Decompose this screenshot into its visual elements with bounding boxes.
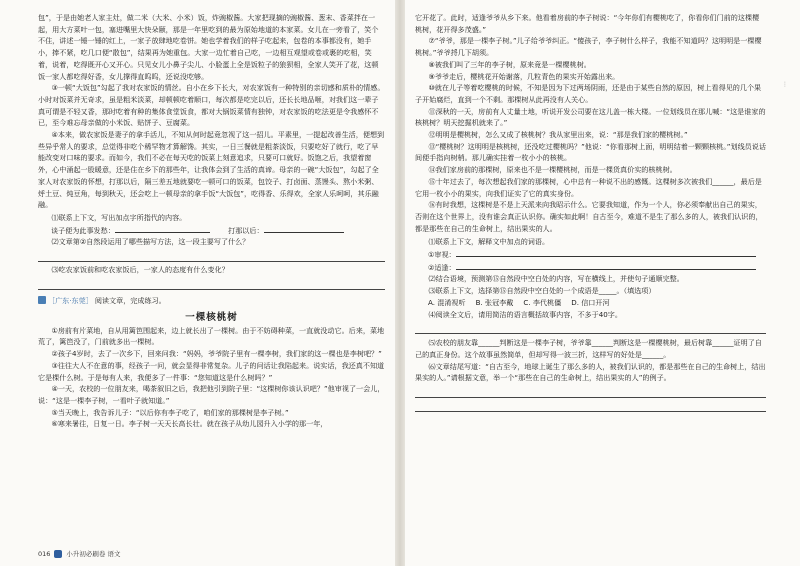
option-c[interactable]: C. 李代桃僵 <box>523 297 562 307</box>
q1-b-label: 打那以后： <box>228 225 264 235</box>
q3-options <box>415 297 766 309</box>
paragraph: 包”，于是由她老人家主灶，做二米（大米、小米）饭，炸豌椒酱。大家把现摘的豌椒酱、葱末、香菜拌在一起，用大方菜叶一包，塞进嘴里大快朵颐，那是一年里吃到的最为原始地道的本家菜。女儿在一旁看了，笑个不住，讲述一锤一锤的红上，一家子放肆地吃卷饼。她也学着我们的样子吃起来，包卷的本事都没有，她手小，捧不紧，吃几口便“散包”，结果再为她重包。大家一边忙着自己吃，一边相互观望或卷或裹的吃相，笑着，说着，吃得既开心又开心。只见女儿小鼻子尖儿、小脸蛋上全是饭粒子的狼狈相，全家人笑开了花，这顿饭一家人都吃得好香，女儿撑得直呜呜，还说没吃够。 <box>38 13 379 81</box>
option-d[interactable]: D. 信口开河 <box>571 297 610 307</box>
option-b[interactable]: B. 张冠李戴 <box>475 297 514 307</box>
paragraph: ⑤当天晚上，我告诉儿子：“以后你有李子吃了，咱们家的那棵树是李子树。” <box>51 407 289 417</box>
question-2: ⑵结合语境，预测第⑮自然段中空白处的内容，写在横线上，并使句子通顺完整。 <box>428 274 684 284</box>
paragraph: ⑥寒来暑往，日复一日。李子树一天天长高长壮。就在孩子从幼儿园升入小学的那一年， <box>51 419 328 429</box>
question-1: ⑴联系上下文，写出加点字所指代的内容。 <box>51 212 187 222</box>
section-tag <box>38 295 385 306</box>
question-2: ⑵文章第②自然段运用了哪些描写方法，这一段主要写了什么？ <box>51 237 250 247</box>
q1-b-label: ②适逢： <box>428 262 456 272</box>
paragraph: ⑮十年过去了，每次想起我们家的那棵树，心中总有一种说不出的感慨。这棵树多次被我们______，最后是它用一枚小小的果实，向我们证实了它的真实身份。 <box>415 176 762 198</box>
page-footer <box>38 549 121 558</box>
paragraph: ⑭我们家房前的那棵树，原来也不是一棵樱桃树，而是一棵货真价实的核桃树。 <box>428 165 677 175</box>
paragraph: ⑫明明是樱桃树，怎么又成了核桃树？我从家里出来，说：“那是我们家的樱桃树。” <box>428 130 688 140</box>
section-source: ［广东·东莞］ <box>48 295 93 305</box>
paragraph: ④一天，农校的一位朋友来，喝茶叙旧之后，我把他引到院子里：“这棵树你该认识吧？”他审视了一会儿，说：“这是一棵李子树，一看叶子就知道。” <box>38 384 385 405</box>
paragraph: 它开花了。此时，适逢爷爷从乡下来。他看着房前的李子树说：“今年你们有樱桃吃了，你看你们门前的这棵樱桃树，花开得多茂盛。” <box>415 13 760 34</box>
question-1-answer-line <box>38 224 385 237</box>
paragraph: ⑩就在儿子等着吃樱桃的时候，不知是因为下过两场阴雨，还是由于某些自然的原因，树上看得见的几个果子开始腐烂，直到一个不剩。那棵树从此再没有人关心。 <box>415 83 762 104</box>
paragraph: ⑧被我们叫了三年的李子树，原来竟是一棵樱桃树。 <box>428 59 591 69</box>
question-5: ⑸农校的朋友靠______判断这是一棵李子树，爷爷靠______判断这是一棵樱桃树，最后树靠______证明了自己的真正身份。这个故事虽然简单，但却写得一波三折，这样写的好处是______。 <box>415 338 762 359</box>
answer-line[interactable] <box>38 250 385 262</box>
question-3: ⑶吃农家饭前和吃农家饭后，一家人的态度有什么变化？ <box>51 265 229 275</box>
paragraph: ⑪深秋的一天，房前有人丈量土地，听说开发公司要在这儿盖一栋大楼。一位划线员在那儿喊：“这是谁家的核桃树？明天挖掘机就来了。” <box>415 106 766 128</box>
question-3: ⑶联系上下文，选择第⑮自然段中空白处的一个成语是_____。（填选项） <box>428 286 656 296</box>
paragraph: ①房前有片菜地，自从用篱笆围起来，边上就长出了一棵树。由于不妨碍种菜，一直就没动它。后来，菜地荒了，篱笆没了，门前就多出一棵树。 <box>38 325 385 347</box>
q1-b <box>415 261 766 274</box>
paragraph: ③往往大人不在意的事，经孩子一问，就会显得非常复杂。儿子的问话让我陷起来。说实话，我还真不知道它是棵什么树。于是每有人来，我便多了一件事：“您知道这是什么树吗？” <box>38 360 385 382</box>
section-instruction: 阅读文章，完成练习。 <box>94 295 166 305</box>
article-title: 一棵核桃树 <box>185 311 238 323</box>
question-4: ⑷阅读全文后，请用简洁的语言概括故事内容，不多于40字。 <box>428 309 622 319</box>
footer-brand: 小升初必刷卷 语文 <box>66 550 121 558</box>
answer-line[interactable] <box>415 322 766 334</box>
answer-blank[interactable] <box>456 261 756 270</box>
answer-blank[interactable] <box>456 248 756 257</box>
answer-line[interactable] <box>415 400 766 412</box>
paragraph: ⑨爷爷走后，樱桃花开始谢落，几粒青色的果实开始露出来。 <box>428 71 620 81</box>
paragraph: ③一顿“大饭包”勾起了我对农家饭的情丝。自小在乡下长大，对农家饭有一种特别的亲切感和质朴的情感。小时对饭菜并无奇求，虽是粗米淡菜，却顿顿吃着顺口，每次都是吃完以后，还长长地品咂，对我们这一辈子真可谓是不轻又香，那时吃着有种的集体食堂饭食，都对大锅饭菜情有独钟，对农家饭的吃法更是令我感怀不已，至今难忘母亲做的小米饭、贴饼子、豆腐菜。 <box>38 83 385 128</box>
brand-logo-icon <box>54 550 62 558</box>
paragraph: ④本来，做农家饭是妻子的拿手活儿，不知从何时起竟忽视了这一招儿。平素里，一提起改善生活，便想到些异乎常人的要求，总觉得非吃个稀罕物才算解馋。其实，一日三餐就是粗茶淡饭，只要吃好了就行，吃了早能改变对口味的要求。而如今，我们不必在每天吃的饭菜上刻意追求，只要可口就好。饭饱之后，我望着窗外，心中涌起一股暖意，还是住在乡下的那些年，让我体会到了生活的真谛。母亲的一碗“大饭包”，勾起了全家人对农家饭的怀想，打那以后，隔三差五地就要吃一顿可口的饭菜，包饺子、打卤面、蒸馒头、熬小米粥、烀土豆、炖豆角，每到秋天，还会吃上一顿母亲的拿手饭“大饭包”，吃得香、乐得欢，全家人乐呵呵，其乐融融。 <box>38 130 385 210</box>
question-6: ⑹文章结尾写道：“自古至今，地球上诞生了那么多的人，被我们认识的，都是那些在自己的生命树上，结出果实的人。”请根据文意，举一个“那些在自己的生命树上，结出果实的人”的例子。 <box>415 361 766 383</box>
q1-a <box>415 248 766 261</box>
right-page <box>405 0 800 566</box>
paragraph: ⑬“樱桃树？这明明是核桃树，还没吃过樱桃吗？”他说：“你看那树上面，明明结着一颗颗核桃。”划线员说话间便手指向树梢。那儿确实挂着一枚小小的核桃。 <box>415 141 766 163</box>
page-number: 016 <box>38 549 51 558</box>
q1-a-label: 谈子便为此事发愁： <box>51 225 115 235</box>
answer-blank[interactable] <box>264 224 344 233</box>
answer-blank[interactable] <box>115 224 210 233</box>
margin-mark: ⋮ <box>782 81 788 88</box>
q1-a-label: ①审视： <box>428 250 456 260</box>
answer-line[interactable] <box>38 278 385 290</box>
left-page <box>0 0 395 566</box>
book-gutter <box>395 0 405 566</box>
paragraph: ⑯有时我想，这棵树是不是上天派来向我昭示什么。它要我知道，作为一个人，你必须奉献出自己的果实，否则在这个世界上，没有谁会真正认识你。确实如此啊！自古至今，难道不是生了那么多的人，被我们认识的，都是那些在自己的生命树上，结出果实的人。 <box>415 200 763 233</box>
answer-line[interactable] <box>415 386 766 398</box>
section-icon <box>38 296 46 304</box>
paragraph: ⑦“爷爷，那是一棵李子树。”儿子给爷爷纠正。“傻孩子，李子树什么样子，我能不知道吗？这明明是一棵樱桃树。”爷爷捋几下胡须。 <box>415 36 762 58</box>
option-a[interactable]: A. 混淆视听 <box>428 297 466 307</box>
question-1: ⑴联系上下文，解释文中加点的词语。 <box>428 237 550 247</box>
paragraph: ②孩子4岁时，去了一次乡下，回来问我：“妈妈，爷爷院子里有一棵李树，我们家的这一棵也是李树吧？” <box>51 349 382 359</box>
